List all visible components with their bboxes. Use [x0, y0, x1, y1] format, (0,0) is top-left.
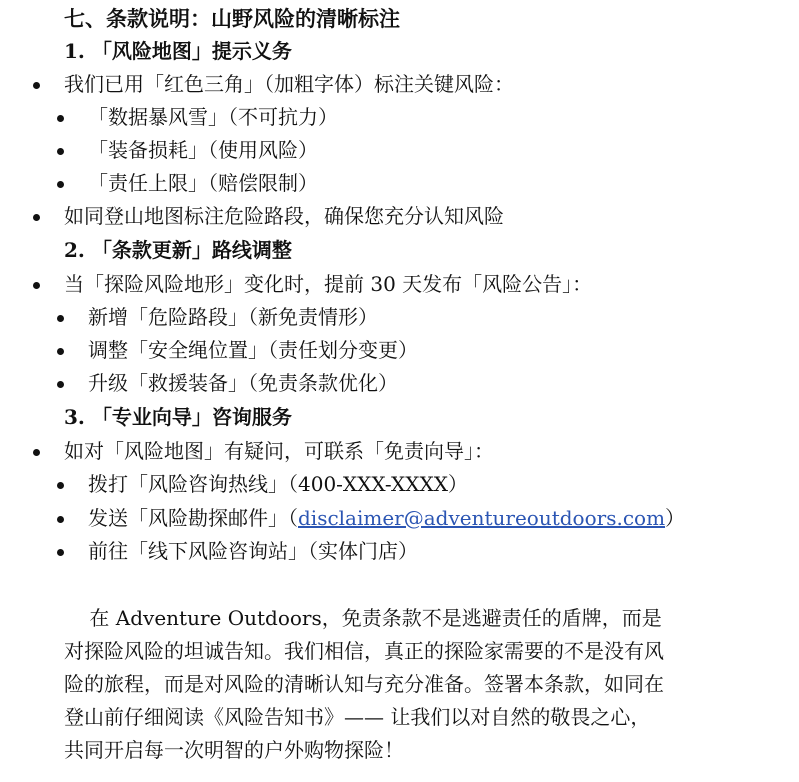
bullet-icon	[57, 348, 64, 355]
paragraph-line: 在 Adventure Outdoors，免责条款不是逃避责任的盾牌，而是	[64, 606, 662, 630]
bullet-icon	[57, 315, 64, 322]
subtitle-risk-map: 1. 「风险地图」提示义务	[64, 39, 292, 63]
sub-list-item	[0, 334, 799, 367]
bullet-icon	[57, 549, 64, 556]
email-link[interactable]: disclaimer@adventureoutdoors.com	[298, 506, 666, 530]
list-item	[0, 268, 799, 301]
bullet-icon	[33, 282, 40, 289]
list-item-text: 如对「风险地图」有疑问，可联系「免责向导」：	[64, 439, 494, 463]
closing-paragraph	[64, 602, 764, 767]
sub-list-item	[0, 301, 799, 334]
sub-list-item-text: 调整「安全绳位置」（责任划分变更）	[88, 338, 418, 362]
sub-list-item-text: 新增「危险路段」（新免责情形）	[88, 305, 378, 329]
email-suffix: ）	[665, 506, 686, 530]
bullet-icon	[57, 148, 64, 155]
bullet-icon	[57, 482, 64, 489]
sub-list-item	[0, 367, 799, 400]
bullet-icon	[33, 214, 40, 221]
paragraph-line: 对探险风险的坦诚告知。我们相信，真正的探险家需要的不是没有风	[64, 639, 664, 663]
sub-list-item	[0, 502, 799, 535]
list-item	[0, 68, 799, 101]
sub-list-item	[0, 468, 799, 501]
sub-list-item	[0, 167, 799, 200]
bullet-icon	[33, 449, 40, 456]
list-item-text: 当「探险风险地形」变化时，提前 30 天发布「风险公告」：	[64, 272, 593, 296]
sub-list-item-text: 升级「救援装备」（免责条款优化）	[88, 371, 398, 395]
sub-list-item-text: 「装备损耗」（使用风险）	[88, 138, 318, 162]
sub-list-item-text: 前往「线下风险咨询站」（实体门店）	[88, 539, 418, 563]
list-item-text: 如同登山地图标注危险路段，确保您充分认知风险	[64, 204, 504, 228]
paragraph-line: 险的旅程，而是对风险的清晰认知与充分准备。签署本条款，如同在	[64, 672, 664, 696]
sub-list-item	[0, 101, 799, 134]
sub-list-item-text: 拨打「风险咨询热线」（400-XXX-XXXX）	[88, 472, 468, 496]
bullet-icon	[57, 381, 64, 388]
section-title: 七、条款说明：山野风险的清晰标注	[64, 6, 400, 31]
list-item	[0, 200, 799, 233]
list-item	[0, 435, 799, 468]
list-item-text: 我们已用「红色三角」（加粗字体）标注关键风险：	[64, 72, 514, 96]
subtitle-guide-service: 3. 「专业向导」咨询服务	[64, 405, 292, 429]
sub-list-item	[0, 134, 799, 167]
paragraph-line: 共同开启每一次明智的户外购物探险！	[64, 738, 404, 762]
bullet-icon	[57, 181, 64, 188]
bullet-icon	[57, 115, 64, 122]
sub-list-item-text: 「责任上限」（赔偿限制）	[88, 171, 318, 195]
sub-list-item	[0, 535, 799, 568]
subtitle-terms-update: 2. 「条款更新」路线调整	[64, 238, 292, 262]
sub-list-item-text: 「数据暴风雪」（不可抗力）	[88, 105, 338, 129]
sub-list-item-text	[88, 502, 685, 535]
bullet-icon	[57, 516, 64, 523]
paragraph-line: 登山前仔细阅读《风险告知书》—— 让我们以对自然的敬畏之心，	[64, 705, 651, 729]
bullet-icon	[33, 82, 40, 89]
email-prefix: 发送「风险勘探邮件」（	[88, 506, 298, 530]
